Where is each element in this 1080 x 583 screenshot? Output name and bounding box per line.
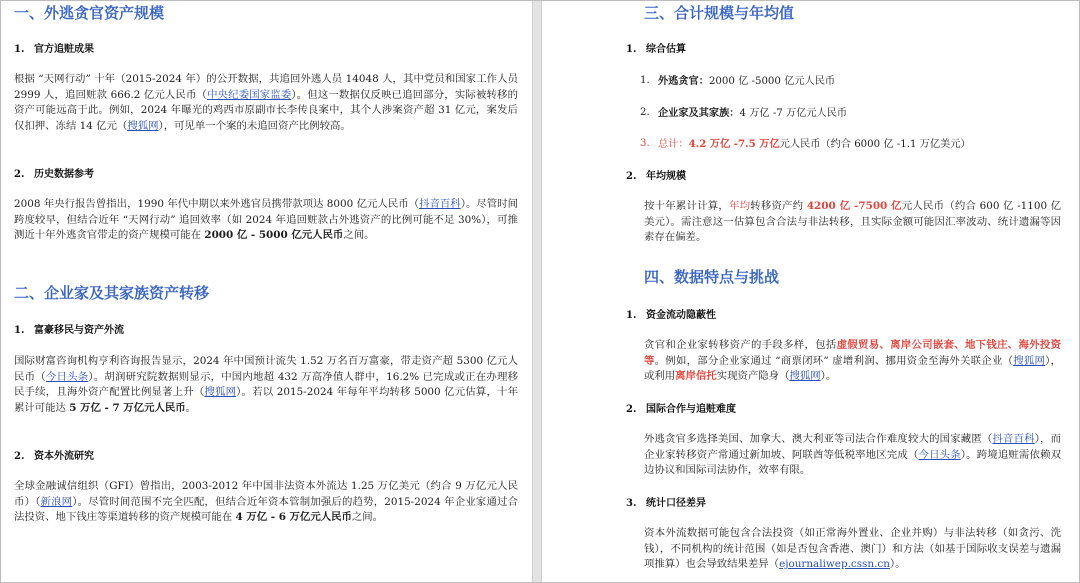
source-link[interactable]: 搜狐网 (204, 386, 237, 399)
paragraph-official-recovery: 根据 “天网行动” 十年（2015-2024 年）的公开数据，共追回外逃人员 14048 人，其中党员和国家工作人员 2999 人，追回赃款 666.2 亿元人民币（中央纪委国家监委）。但这一数据仅反映已追回部分，实际被转移的资产可能远高于此。例如，2024 年曝光的鸡西市原副市长李传良案中，其个人涉案资产超 31 亿元，案发后仅扣押、冻结 14 亿元（搜狐网），可见单一个案的未追回资产比例较高。 (14, 73, 518, 132)
source-link[interactable]: 搜狐网 (1013, 354, 1046, 367)
subheading-historical-data: 2. 历史数据参考 (14, 169, 94, 180)
source-link[interactable]: 搜狐网 (789, 370, 821, 383)
paragraph-annual-scale: 按十年累计计算，年均转移资产约 4200 亿 -7500 亿元人民币（约合 600 亿 -1100 亿美元）。需注意这一估算包含合法与非法转移，且实际金额可能因汇率波动、统计遗漏等因素存在偏差。 (644, 200, 1062, 244)
paragraph-capital-outflow: 全球金融诚信组织（GFI）曾指出，2003-2012 年中国非法资本外流达 1.25 万亿美元（约合 9 万亿元人民币）（新浪网）。尽管时间范围不完全匹配，但结合近年资本管制加强后的趋势，2015-2024 年企业家通过合法投资、地下钱庄等渠道转移的资产规模可能在 4 万亿 - 6 万亿元人民币之间。 (14, 480, 519, 524)
estimate-item-total: 3. 总计：4.2 万亿 -7.5 万亿元人民币（约合 6000 亿 -1.1 万亿美元） (640, 138, 971, 150)
page-gutter (533, 0, 541, 583)
paragraph-historical-data: 2008 年央行报告曾指出，1990 年代中期以来外逃官员携带款项达 8000 亿元人民币（抖音百科）。尽管时间跨度较早，但结合近年 “天网行动” 追回效率（如 2024 年追回赃款占外逃资产的比例可能不足 30%），可推测近十年外逃贪官带走的资产规模可能在 2000 亿 - 5000 亿元人民币之间。 (14, 198, 518, 242)
source-link[interactable]: 搜狐网 (127, 119, 159, 132)
section-heading-2: 二、企业家及其家族资产转移 (14, 284, 210, 302)
subheading-concealment: 1. 资金流动隐蔽性 (626, 310, 716, 321)
subheading-international-cooperation: 2. 国际合作与追赃难度 (626, 404, 736, 415)
source-link[interactable]: 今日头条 (918, 448, 961, 461)
section-heading-3: 三、合计规模与年均值 (644, 4, 795, 22)
subheading-capital-outflow: 2. 资本外流研究 (14, 451, 94, 462)
source-link[interactable]: 中央纪委国家监委 (207, 88, 292, 101)
section-heading-1: 一、外逃贪官资产规模 (14, 4, 165, 22)
subheading-wealthy-emigration: 1. 富豪移民与资产外流 (14, 325, 124, 336)
estimate-item-entrepreneurs: 2. 企业家及其家族：4 万亿 -7 万亿元人民币 (640, 107, 848, 119)
left-page (0, 0, 533, 583)
estimate-item-officials: 1. 外逃贪官：2000 亿 -5000 亿元人民币 (640, 75, 836, 87)
subheading-statistical-differences: 3. 统计口径差异 (626, 498, 706, 509)
paragraph-concealment: 贪官和企业家转移资产的手段多样，包括虚假贸易、离岸公司嵌套、地下钱庄、海外投资等。例如，部分企业家通过 “商票闭环” 虚增利润、挪用资金至海外关联企业（搜狐网），或利用离岸信托实现资产隐身（搜狐网）。 (644, 339, 1062, 383)
source-link[interactable]: 抖音百科 (419, 198, 461, 210)
source-link[interactable]: 今日头条 (45, 370, 89, 383)
subheading-overall-estimate: 1. 综合估算 (626, 44, 686, 55)
source-link[interactable]: ejournaliwep.cssn.cn (779, 558, 890, 571)
subheading-official-recovery: 1. 官方追赃成果 (14, 44, 94, 55)
paragraph-international-cooperation: 外逃贪官多选择美国、加拿大、澳大利亚等司法合作难度较大的国家藏匿（抖音百科），而企业家转移资产常通过新加坡、阿联酋等低税率地区完成（今日头条）。跨境追赃需依赖双边协议和国际司法协作，效率有限。 (644, 433, 1062, 477)
subheading-annual-scale: 2. 年均规模 (626, 171, 686, 182)
paragraph-statistical-differences: 资本外流数据可能包含合法投资（如正常海外置业、企业并购）与非法转移（如贪污、洗钱），不同机构的统计范围（如是否包含香港、澳门）和方法（如基于国际收支误差与遗漏项推算）也会导致结果差异（ejournaliwep.cssn.cn）。 (644, 527, 1061, 571)
right-page (541, 0, 1079, 583)
source-link[interactable]: 新浪网 (40, 495, 73, 508)
section-heading-4: 四、数据特点与挑战 (644, 268, 780, 286)
source-link[interactable]: 抖音百科 (992, 433, 1035, 445)
paragraph-wealthy-emigration: 国际财富咨询机构亨利咨询报告显示，2024 年中国预计流失 1.52 万名百万富豪，带走资产超 5300 亿元人民币（今日头条）。胡润研究院数据则显示，中国内地超 432 万高净值人群中，16.2% 已完成或正在办理移民手续，且海外资产配置比例显著上升（搜狐网）。若以 2015-2024 年每年平均转移 5000 亿元估算，十年累计可能达 5 万亿 - 7 万亿元人民币。 (14, 355, 519, 414)
